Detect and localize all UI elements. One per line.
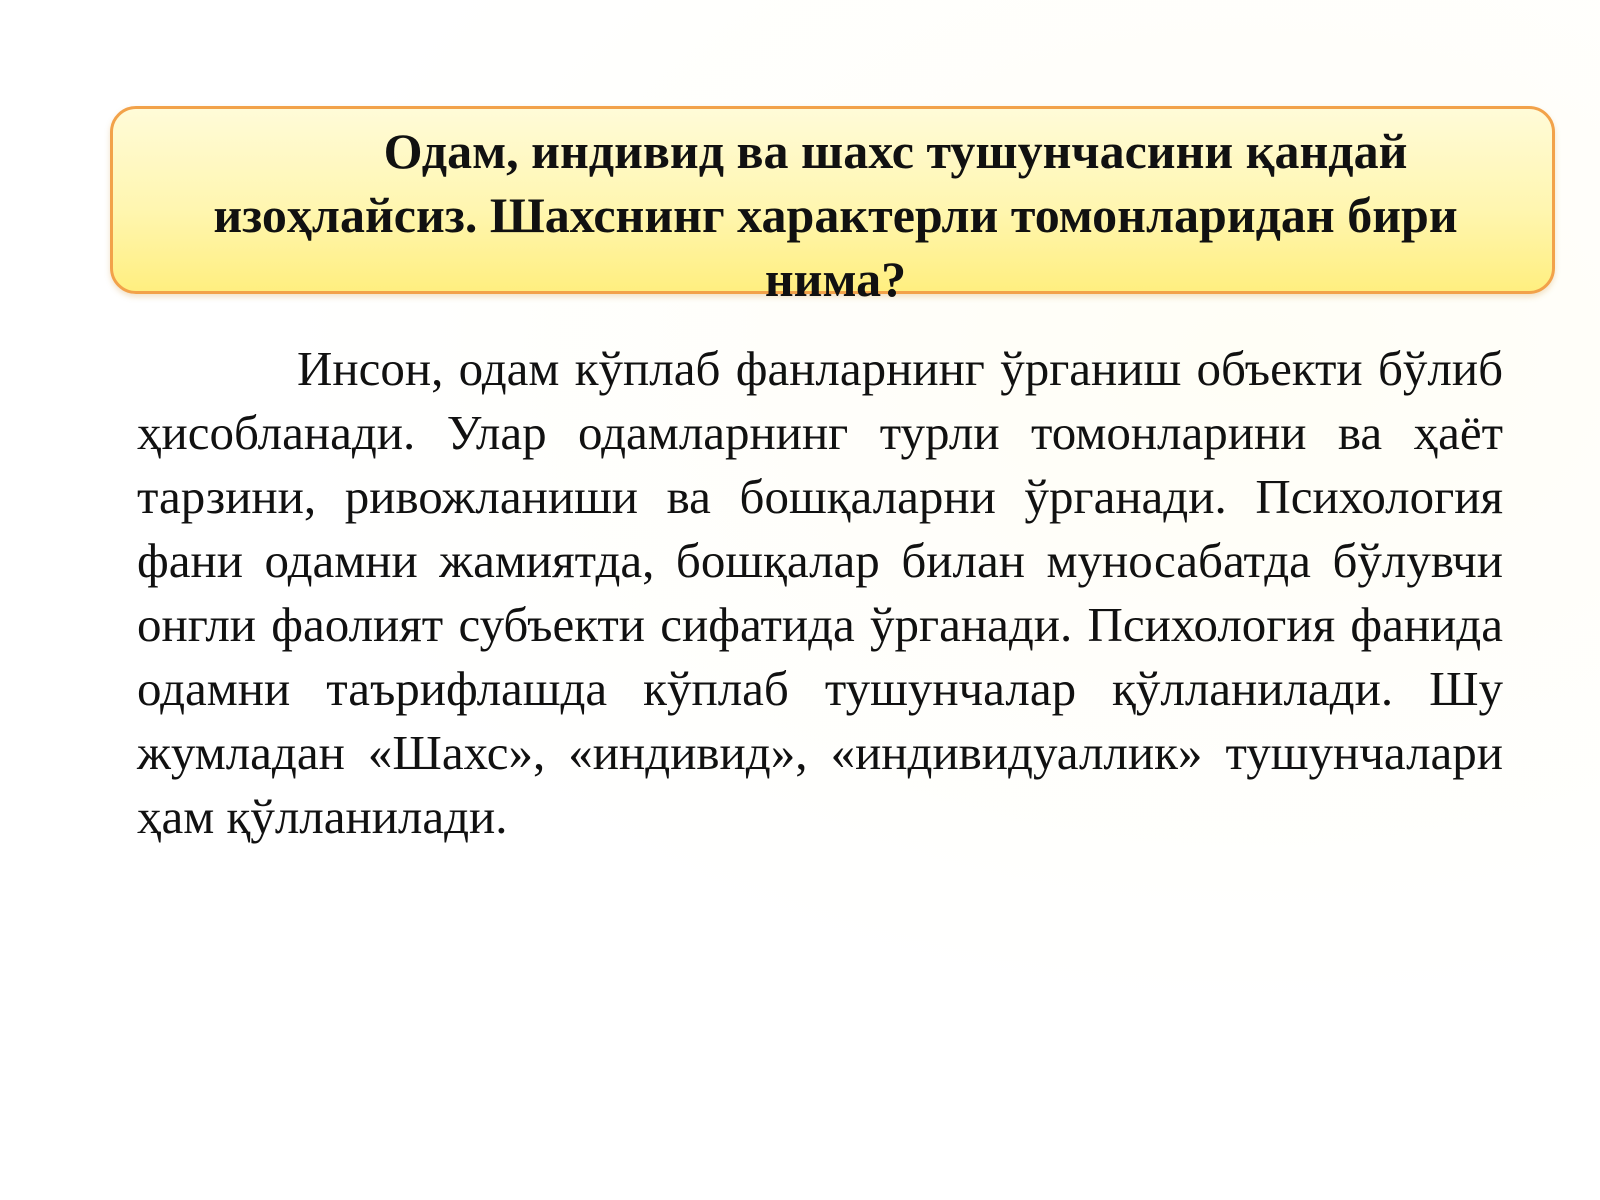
body-paragraph: Инсон, одам кўплаб фанларнинг ўрганиш объекти бўлиб ҳисобланади. Улар одамларнинг турли томонларини ва ҳаёт тарзини, ривожланиши ва бошқаларни ўрганади. Психология фани одамни жамиятда, бошқалар билан муносабатда бўлувчи онгли фаолият субъекти сифатида ўрганади. Психология фанида одамни таърифлашда кўплаб тушунчалар қўлланилади. Шу жумладан «Шахс», «индивид», «индивидуаллик» тушунчалари ҳам қўлланилади.: [137, 341, 1503, 844]
question-heading: Одам, индивид ва шахс тушунчасини қандай изоҳлайсиз. Шахснинг характерли томонларидан бири нима?: [213, 123, 1458, 307]
question-box: [110, 106, 1555, 307]
